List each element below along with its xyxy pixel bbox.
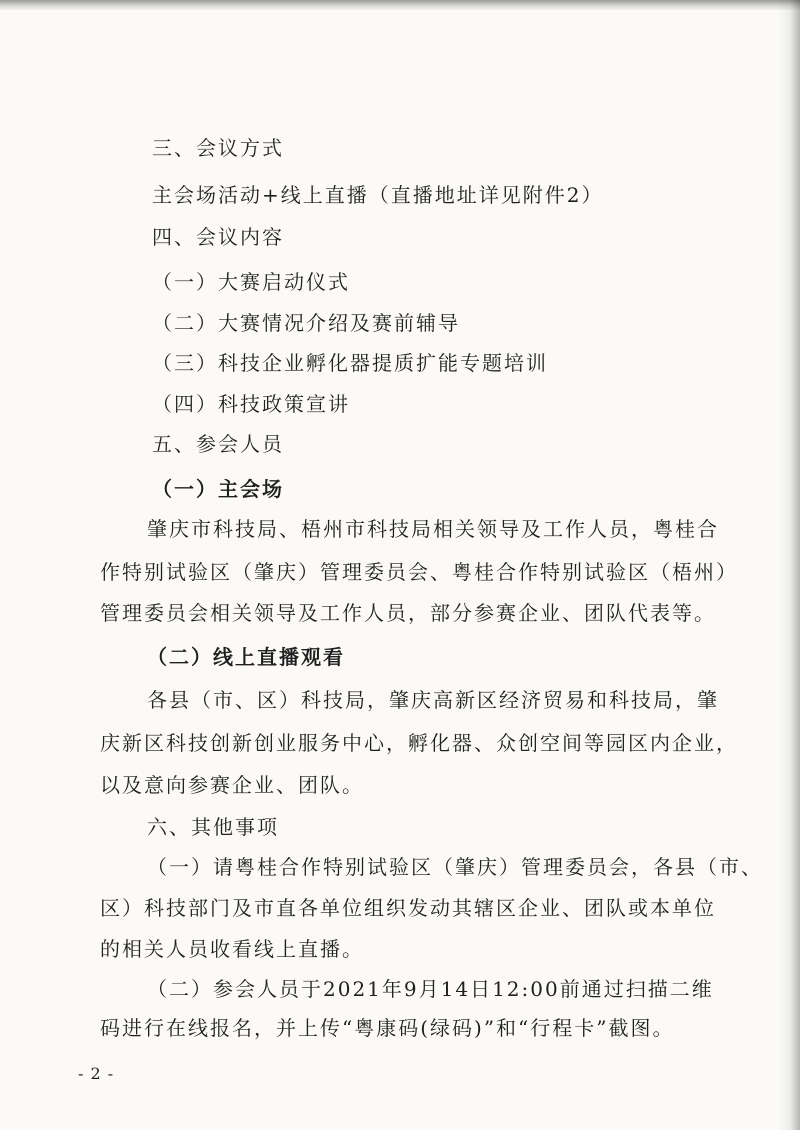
content-item-3: （三）科技企业孵化器提质扩能专题培训: [152, 351, 548, 375]
content-item-1: （一）大赛启动仪式: [152, 270, 350, 294]
scan-right-edge: [778, 0, 800, 1130]
page-number: - 2 -: [78, 1064, 115, 1083]
main-venue-text-line-2: 作特别试验区（肇庆）管理委员会、粤桂合作特别试验区（梧州）: [100, 560, 738, 584]
subheading-online-viewing: （二）线上直播观看: [147, 645, 345, 669]
section-heading-attendees: 五、参会人员: [152, 432, 284, 456]
main-venue-text-line-3: 管理委员会相关领导及工作人员，部分参赛企业、团队代表等。: [100, 601, 716, 625]
content-item-2: （二）大赛情况介绍及赛前辅导: [152, 311, 460, 335]
online-viewing-text-line-1: 各县（市、区）科技局，肇庆高新区经济贸易和科技局，肇: [147, 688, 719, 712]
main-venue-text-line-1: 肇庆市科技局、梧州市科技局相关领导及工作人员，粤桂合: [147, 517, 719, 541]
meeting-format-text: 主会场活动+线上直播（直播地址详见附件2）: [152, 183, 604, 207]
other-matters-text-line-1: （一）请粤桂合作特别试验区（肇庆）管理委员会，各县（市、: [147, 855, 763, 879]
online-viewing-text-line-2: 庆新区科技创新创业服务中心，孵化器、众创空间等园区内企业，: [100, 731, 738, 755]
scan-top-edge: [0, 0, 800, 10]
subheading-main-venue: （一）主会场: [152, 477, 284, 501]
section-heading-other-matters: 六、其他事项: [147, 815, 279, 839]
other-matters-text-line-4: （二）参会人员于2021年9月14日12:00前通过扫描二维: [147, 977, 714, 1001]
section-heading-meeting-content: 四、会议内容: [152, 225, 284, 249]
other-matters-text-line-3: 的相关人员收看线上直播。: [100, 937, 364, 961]
content-item-4: （四）科技政策宣讲: [152, 392, 350, 416]
online-viewing-text-line-3: 以及意向参赛企业、团队。: [100, 773, 364, 797]
other-matters-text-line-5: 码进行在线报名，并上传“粤康码(绿码)”和“行程卡”截图。: [100, 1016, 675, 1040]
section-heading-meeting-format: 三、会议方式: [152, 136, 284, 160]
other-matters-text-line-2: 区）科技部门及市直各单位组织发动其辖区企业、团队或本单位: [100, 896, 716, 920]
